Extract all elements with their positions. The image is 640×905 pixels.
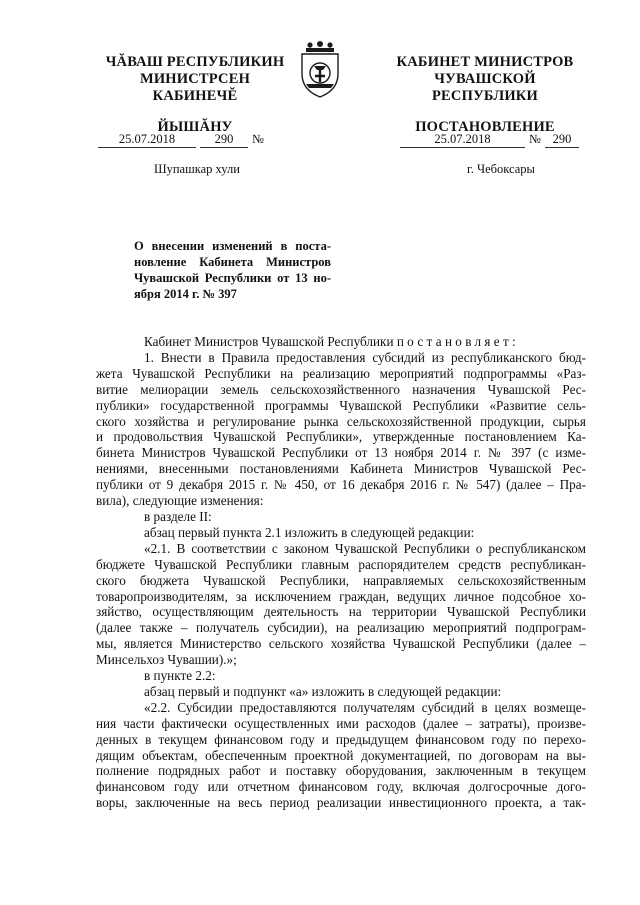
header-left-line1: ЧĂВАШ РЕСПУБЛИКИН xyxy=(105,54,285,70)
intro-spaced: постановляет: xyxy=(396,334,519,349)
text-line: зяйство, осуществляющим деятельность на территории Чувашской Республики xyxy=(96,604,586,620)
text-line: бинета Министров Чувашской Республики от 13 ноября 2014 г. № 397 (с изме- xyxy=(96,445,586,461)
point-22-line: в пункте 2.2: xyxy=(144,668,216,684)
paragraph-1 xyxy=(96,350,586,509)
intro-prefix: Кабинет Министров Чувашской Республики xyxy=(144,334,397,349)
text-line: финансовом году или отчетном финансовом году, включая долгосрочные дого- xyxy=(96,779,586,795)
title-line: О внесении изменений в поста- xyxy=(134,239,331,253)
intro-paragraph xyxy=(96,334,586,350)
header-right xyxy=(385,54,585,136)
text-line: Минсельхоз Чувашии).»; xyxy=(96,652,237,668)
place-right: г. Чебоксары xyxy=(467,162,535,176)
paragraph-2-2 xyxy=(96,700,586,811)
header-right-line1: КАБИНЕТ МИНИСТРОВ xyxy=(396,54,574,70)
text-line: «2.2. Субсидии предоставляются получателям субсидий в целях возмеще- xyxy=(144,699,586,715)
text-line: бюджете Чувашской Республики главным распорядителем средств республикан- xyxy=(96,556,586,572)
date-line-right xyxy=(400,132,579,148)
text-line: ского хозяйства и регулирование рынка сельскохозяйственной продукции, сырья xyxy=(96,413,586,429)
date-right: 25.07.2018 xyxy=(400,132,525,148)
title-line: новление Кабинета Министров xyxy=(134,255,331,269)
text-line: витие мелиорации земель сельскохозяйственного назначения Чувашской Рес- xyxy=(96,381,586,397)
text-line: ского бюджета Чувашской Республики, направляемых сельскохозяйственным xyxy=(96,572,586,588)
text-line: вила), следующие изменения: xyxy=(96,493,264,509)
title-line: ября 2014 г. № 397 xyxy=(134,287,237,301)
text-line: жета Чувашской Республики на реализацию мероприятий подпрограммы «Раз- xyxy=(96,365,586,381)
chuvash-coat-of-arms-icon xyxy=(296,40,344,100)
text-line: и продовольствия Чувашской Республики», утвержденные постановлением Ка- xyxy=(96,429,586,445)
text-line: «2.1. В соответствии с законом Чувашской Республики о республиканском xyxy=(144,540,586,556)
place-left: Шупашкар хули xyxy=(154,162,240,176)
text-line: воры, заключенные на весь период реализации инвестиционного проекта, а так- xyxy=(96,795,586,811)
text-line: нениями, внесенными постановлениями Кабинета Министров Чувашской Рес- xyxy=(96,461,586,477)
text-line: денных в текущем финансовом году и предыдущем финансовом году по перехо- xyxy=(96,731,586,747)
text-line: ния части фактически осуществленных ими расходов (далее – затраты), произве- xyxy=(96,715,586,731)
para-21-intro: абзац первый пункта 2.1 изложить в следующей редакции: xyxy=(144,524,475,540)
text-line: мы, является Министерство сельского хозяйства Чувашской Республики (далее – xyxy=(96,636,586,652)
text-line: товаропроизводителям, за исключением граждан, ведущих личное подсобное хо- xyxy=(96,588,586,604)
text-line: 1. Внести в Правила предоставления субсидий из республиканского бюд- xyxy=(144,349,586,365)
header-left-line2: МИНИСТРСЕН КАБИНЕЧĔ xyxy=(139,71,251,104)
text-line: публики» государственной программы Чувашской Республики «Развитие сель- xyxy=(96,397,586,413)
title-line: Чувашской Республики от 13 но- xyxy=(134,271,331,285)
number-sign-left: № xyxy=(252,132,264,146)
text-line: публики от 9 декабря 2015 г. № 450, от 16 декабря 2016 г. № 547) (далее – Пра- xyxy=(96,477,586,493)
date-left: 25.07.2018 xyxy=(98,132,196,148)
number-left: 290 xyxy=(200,132,248,148)
document-title xyxy=(134,238,331,302)
paragraph-2-1 xyxy=(96,541,586,668)
text-line: (далее также – получатель субсидии), на реализацию мероприятий подпрограм- xyxy=(96,620,586,636)
header-left xyxy=(100,54,290,136)
header-left-doctype: ЙЫШĂНУ xyxy=(157,119,233,135)
number-right: 290 xyxy=(545,132,579,148)
date-line-left xyxy=(98,132,264,148)
header-right-line2: ЧУВАШСКОЙ РЕСПУБЛИКИ xyxy=(431,71,539,104)
header-right-doctype: ПОСТАНОВЛЕНИЕ xyxy=(415,119,555,135)
section-2-line: в разделе II: xyxy=(144,508,212,524)
text-line: дящим объектам, обеспеченным проектной документацией, по договорам на вы- xyxy=(96,747,586,763)
number-sign-right: № xyxy=(529,132,541,146)
para-22-intro: абзац первый и подпункт «а» изложить в следующей редакции: xyxy=(144,683,502,699)
text-line: полнение подрядных работ и поставку оборудования, заключенным в текущем xyxy=(96,763,586,779)
document-body xyxy=(96,334,586,811)
